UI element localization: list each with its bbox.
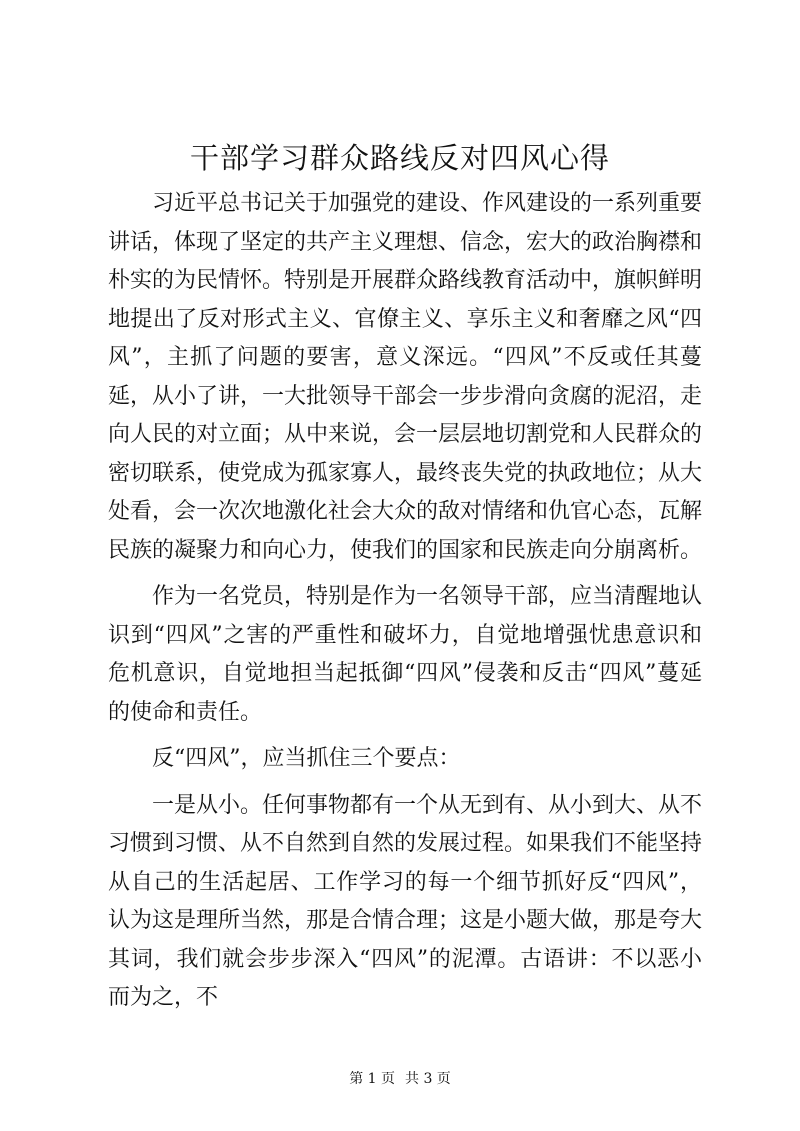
document-body [108,185,702,1026]
paragraph-key-points: 反“四风”，应当抓住三个要点： [152,746,461,771]
document-title: 干部学习群众路线反对四风心得 [189,141,610,175]
paragraph-responsibility: 作为一名党员，特别是作为一名领导干部，应当清醒地认识到“四风”之害的严重性和破坏力，自觉地增强忧患意识和危机意识，自觉地担当起抵御“四风”侵袭和反击“四风”蔓延的使命和责任。 [108,584,703,725]
page-number-total: 共 3 页 [405,1071,451,1087]
paragraph-intro: 习近平总书记关于加强党的建设、作风建设的一系列重要讲话，体现了坚定的共产主义理想、信念，宏大的政治胸襟和朴实的为民情怀。特别是开展群众路线教育活动中，旗帜鲜明地提出了反对形式主义、官僚主义、享乐主义和奢靡之风“四风”，主抓了问题的要害，意义深远。“四风”不反或任其蔓延，从小了讲，一大批领导干部会一步步滑向贪腐的泥沼，走向人民的对立面；从中来说，会一层层地切割党和人民群众的密切联系，使党成为孤家寡人，最终丧失党的执政地位；从大处看，会一次次地激化社会大众的敌对情绪和仇官心态，瓦解民族的凝聚力和向心力，使我们的国家和民族走向分崩离析。 [108,191,703,563]
page-number-current: 第 1 页 [349,1071,395,1087]
page-footer [0,1069,800,1089]
paragraph-point-one: 一是从小。任何事物都有一个从无到有、从小到大、从不习惯到习惯、从不自然到自然的发展过程。如果我们不能坚持从自己的生活起居、工作学习的每一个细节抓好反“四风”，认为这是理所当然，那是合情合理；这是小题大做，那是夸大其词，我们就会步步深入“四风”的泥潭。古语讲：不以恶小而为之，不 [108,792,703,1010]
